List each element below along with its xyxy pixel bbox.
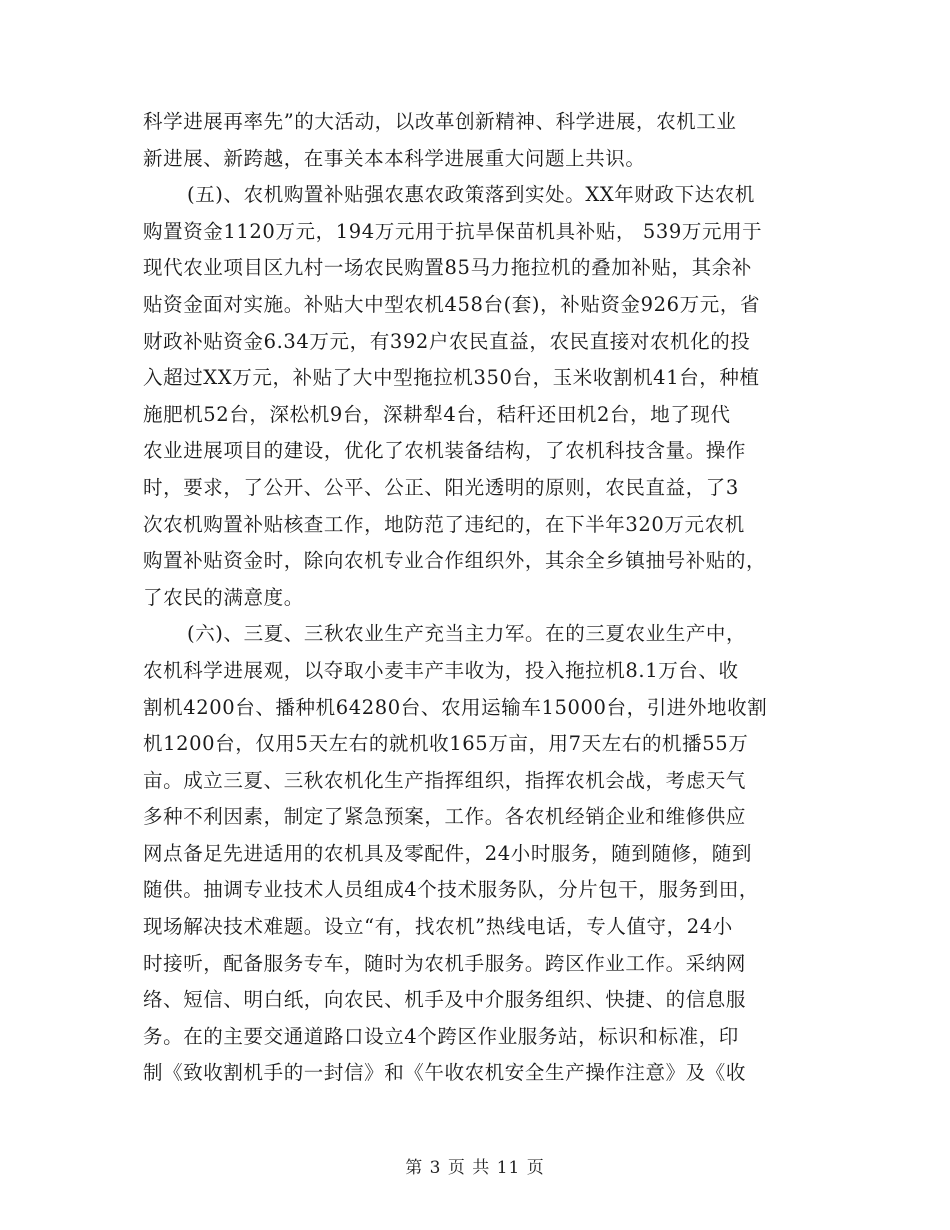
text-line: (六)、三夏、三秋农业生产充当主力军。在的三夏农业生产中，: [187, 622, 747, 646]
text-line: 现场解决技术难题。设立“有，找农机”热线电话，专人值守，24小: [143, 915, 733, 939]
text-line: 时，要求，了公开、公平、公正、阳光透明的原则，农民直益，了3: [143, 475, 739, 499]
footer-suffix: 页: [526, 1158, 545, 1178]
text-line: 网点备足先进适用的农机具及零配件，24小时服务，随到随修，随到: [143, 841, 752, 865]
footer-page-number: 3: [429, 1158, 442, 1178]
text-line: 财政补贴资金6.34万元，有392户农民直益，农民直接对农机化的投: [143, 329, 751, 353]
footer-total-pages: 11: [496, 1158, 521, 1178]
text-line: 务。在的主要交通道路口设立4个跨区作业服务站，标识和标准，印: [143, 1024, 739, 1048]
text-line: 割机4200台、播种机64280台、农用运输车15000台，引进外地收割: [143, 695, 768, 719]
text-line: 购置资金1120万元，194万元用于抗旱保苗机具补贴， 539万元用于: [143, 219, 763, 243]
text-line: 科学进展再率先”的大活动，以改革创新精神、科学进展，农机工业: [143, 110, 737, 133]
page-footer: [0, 1153, 950, 1178]
text-line: 现代农业项目区九村一场农民购置85马力拖拉机的叠加补贴，其余补: [143, 256, 752, 280]
text-line: 贴资金面对实施。补贴大中型农机458台(套)，补贴资金926万元，省: [143, 292, 761, 316]
text-line: 购置补贴资金时，除向农机专业合作组织外，其余全乡镇抽号补贴的，: [143, 549, 767, 573]
text-line: 新进展、新跨越，在事关本本科学进展重大问题上共识。: [143, 146, 646, 170]
text-line: 施肥机52台，深松机9台，深耕犁4台，秸秆还田机2台，地了现代: [143, 402, 731, 426]
body-text: [143, 104, 807, 1092]
text-line: 亩。成立三夏、三秋农机化生产指挥组织，指挥农机会战，考虑天气: [143, 768, 747, 792]
text-line: 农业进展项目的建设，优化了农机装备结构，了农机科技含量。操作: [143, 439, 747, 463]
text-line: 多种不利因素，制定了紧急预案，工作。各农机经销企业和维修供应: [143, 805, 747, 829]
text-line: 制《致收割机手的一封信》和《午收农机安全生产操作注意》及《收: [143, 1061, 747, 1085]
text-line: 随供。抽调专业技术人员组成4个技术服务队，分片包干，服务到田，: [143, 878, 760, 902]
footer-prefix: 第: [405, 1158, 424, 1178]
text-line: 了农民的满意度。: [143, 585, 304, 609]
text-line: 机1200台，仅用5天左右的就机收165万亩，用7天左右的机播55万: [143, 732, 749, 756]
text-line: 时接听，配备服务专车，随时为农机手服务。跨区作业工作。采纳网: [143, 951, 747, 975]
text-line: 入超过XX万元，补贴了大中型拖拉机350台，玉米收割机41台，种植: [143, 366, 760, 390]
text-line: (五)、农机购置补贴强农惠农政策落到实处。XX年财政下达农机: [187, 183, 755, 207]
text-line: 次农机购置补贴核查工作，地防范了违纪的，在下半年320万元农机: [143, 512, 745, 536]
text-line: 农机科学进展观，以夺取小麦丰产丰收为，投入拖拉机8.1万台、收: [143, 658, 739, 682]
text-line: 络、短信、明白纸，向农民、机手及中介服务组织、快捷、的信息服: [143, 988, 747, 1012]
footer-middle: 页 共: [447, 1158, 491, 1178]
